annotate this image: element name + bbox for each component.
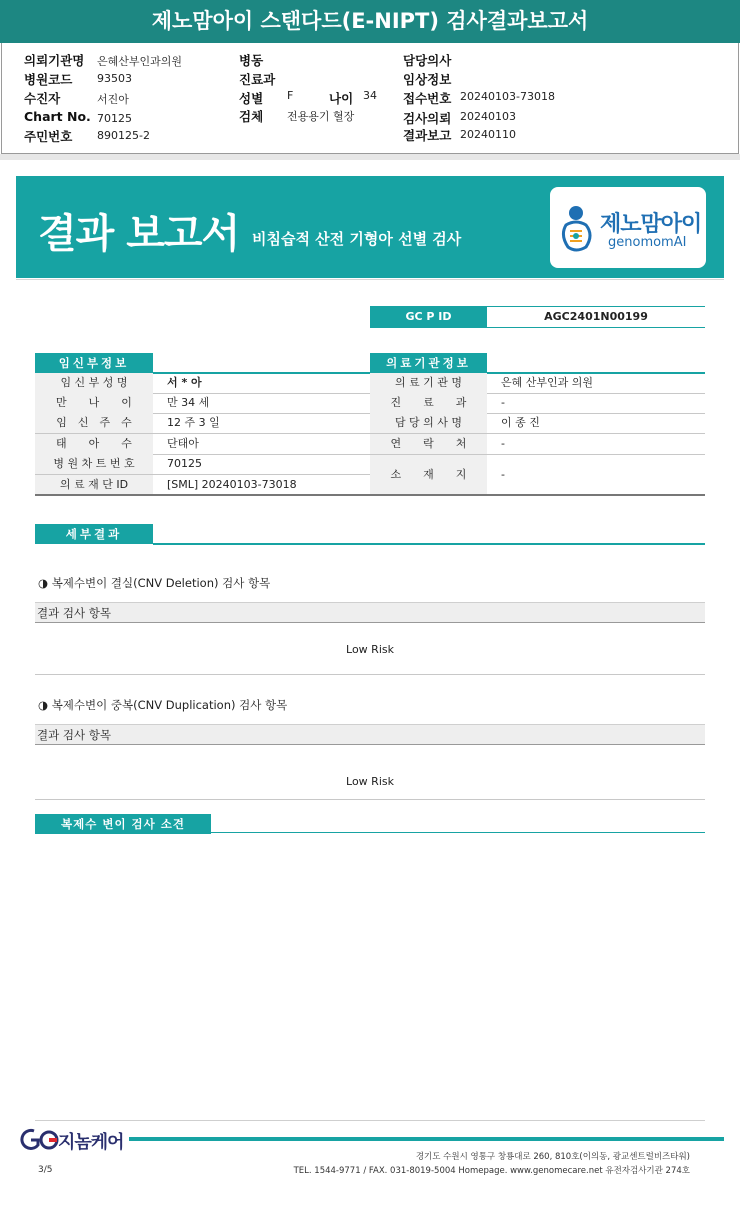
preg-value-2: 12 주 3 일 xyxy=(167,416,220,429)
inst-value-2: 이 종 진 xyxy=(501,416,540,429)
pregnant-info-header: 임신부정보 xyxy=(35,353,153,373)
receipt-label: 접수번호 xyxy=(403,91,452,106)
inst-value-4: - xyxy=(501,468,505,481)
findings-header-line xyxy=(211,832,705,833)
cnv-deletion-bottom-line xyxy=(35,674,705,675)
inst-label-2: 담 당 의 사 명 xyxy=(370,413,487,433)
genomom-logo xyxy=(550,187,706,268)
logo-ko-text: 제노맘아이 xyxy=(600,212,702,237)
chart-label: Chart No. xyxy=(24,109,91,124)
preg-value-4: 70125 xyxy=(167,457,202,470)
preg-label-0: 임 신 부 성 명 xyxy=(35,373,153,393)
age-label: 나이 xyxy=(329,91,354,106)
sex-label: 성별 xyxy=(239,91,264,106)
preg-label-5: 의 료 재 단 ID xyxy=(35,475,153,494)
cnv-duplication-bottom-line xyxy=(35,799,705,800)
patient-info-box xyxy=(1,43,739,154)
cnv-deletion-bar: 결과 검사 항목 xyxy=(35,602,705,623)
report-banner xyxy=(16,176,724,278)
genomom-logo-icon xyxy=(560,203,596,253)
ward-label: 병동 xyxy=(239,53,264,68)
specimen-label: 검체 xyxy=(239,109,264,124)
banner-subtitle: 비침습적 산전 기형아 선별 검사 xyxy=(252,230,462,248)
request-label: 검사의뢰 xyxy=(403,111,452,126)
clinical-label: 임상정보 xyxy=(403,72,452,87)
inst-value-0: 은혜 산부인과 의원 xyxy=(501,376,594,389)
preg-value-3: 단태아 xyxy=(167,437,199,450)
patient-label: 수진자 xyxy=(24,91,61,106)
inst-label-3: 연 락 처 xyxy=(370,434,487,454)
preg-value-1: 만 34 세 xyxy=(167,396,210,409)
page-number: 3/5 xyxy=(38,1165,53,1175)
patient-value: 서진아 xyxy=(97,93,129,106)
preg-value-0: 서 * 아 xyxy=(167,376,202,389)
institution-label: 의뢰기관명 xyxy=(24,53,85,68)
cnv-duplication-title: ◑ 복제수변이 중복(CNV Duplication) 검사 항목 xyxy=(38,698,288,712)
info-table-bottom-border xyxy=(35,494,705,496)
banner-title: 결과 보고서 xyxy=(38,211,240,257)
gcp-id-label: GC P ID xyxy=(370,306,487,328)
inst-label-4: 소 재 지 xyxy=(370,455,487,494)
cnv-deletion-result: Low Risk xyxy=(346,643,394,656)
inst-value-1: - xyxy=(501,396,505,409)
specimen-value: 전용용기 혈장 xyxy=(287,110,355,123)
receipt-value: 20240103-73018 xyxy=(460,90,555,103)
request-value: 20240103 xyxy=(460,110,516,123)
details-header: 세부결과 xyxy=(35,524,153,544)
age-value: 34 xyxy=(363,89,377,102)
cnv-deletion-title: ◑ 복제수변이 결실(CNV Deletion) 검사 항목 xyxy=(38,576,271,590)
info-box-shadow xyxy=(0,154,740,160)
footer-company-name: 지놈케어 xyxy=(58,1132,124,1153)
report-date-label: 결과보고 xyxy=(403,128,452,143)
gcp-line-bottom xyxy=(370,327,705,328)
findings-header: 복제수 변이 검사 소견 xyxy=(35,814,211,834)
logo-en-text: genomomAI xyxy=(608,235,687,250)
cnv-duplication-bar: 결과 검사 항목 xyxy=(35,724,705,745)
institution-value: 은혜산부인과의원 xyxy=(97,55,183,68)
banner-divider xyxy=(16,279,724,280)
footer-divider xyxy=(35,1120,705,1121)
preg-label-1: 만 나 이 xyxy=(35,393,153,413)
cnv-duplication-result: Low Risk xyxy=(346,775,394,788)
preg-label-3: 태 아 수 xyxy=(35,434,153,454)
inst-value-3: - xyxy=(501,437,505,450)
gcp-id-value: AGC2401N00199 xyxy=(544,310,648,323)
institution-info-header: 의료기관정보 xyxy=(370,353,487,373)
report-date-value: 20240110 xyxy=(460,128,516,141)
doctor-label: 담당의사 xyxy=(403,53,452,68)
details-header-line xyxy=(153,543,705,545)
resident-label: 주민번호 xyxy=(24,129,73,144)
chart-value: 70125 xyxy=(97,112,132,125)
hospital-code-value: 93503 xyxy=(97,72,132,85)
preg-label-4: 병 원 차 트 번 호 xyxy=(35,454,153,474)
preg-label-2: 임 신 주 수 xyxy=(35,413,153,433)
footer-contact: TEL. 1544-9771 / FAX. 031-8019-5004 Homepage. www.genomecare.net 유전자검사기관 274호 xyxy=(293,1166,690,1176)
resident-value: 890125-2 xyxy=(97,129,150,142)
inst-label-1: 진 료 과 xyxy=(370,393,487,413)
report-title: 제노맘아이 스탠다드(E-NIPT) 검사결과보고서 xyxy=(0,0,740,43)
footer-address: 경기도 수원시 영통구 창룡대로 260, 810호(이의동, 광교센트럴비즈타워) xyxy=(415,1152,690,1162)
footer-bar xyxy=(129,1137,724,1141)
department-label: 진료과 xyxy=(239,72,276,87)
sex-value: F xyxy=(287,89,294,102)
inst-label-0: 의 료 기 관 명 xyxy=(370,373,487,393)
hospital-code-label: 병원코드 xyxy=(24,72,73,87)
preg-value-5: [SML] 20240103-73018 xyxy=(167,478,297,491)
